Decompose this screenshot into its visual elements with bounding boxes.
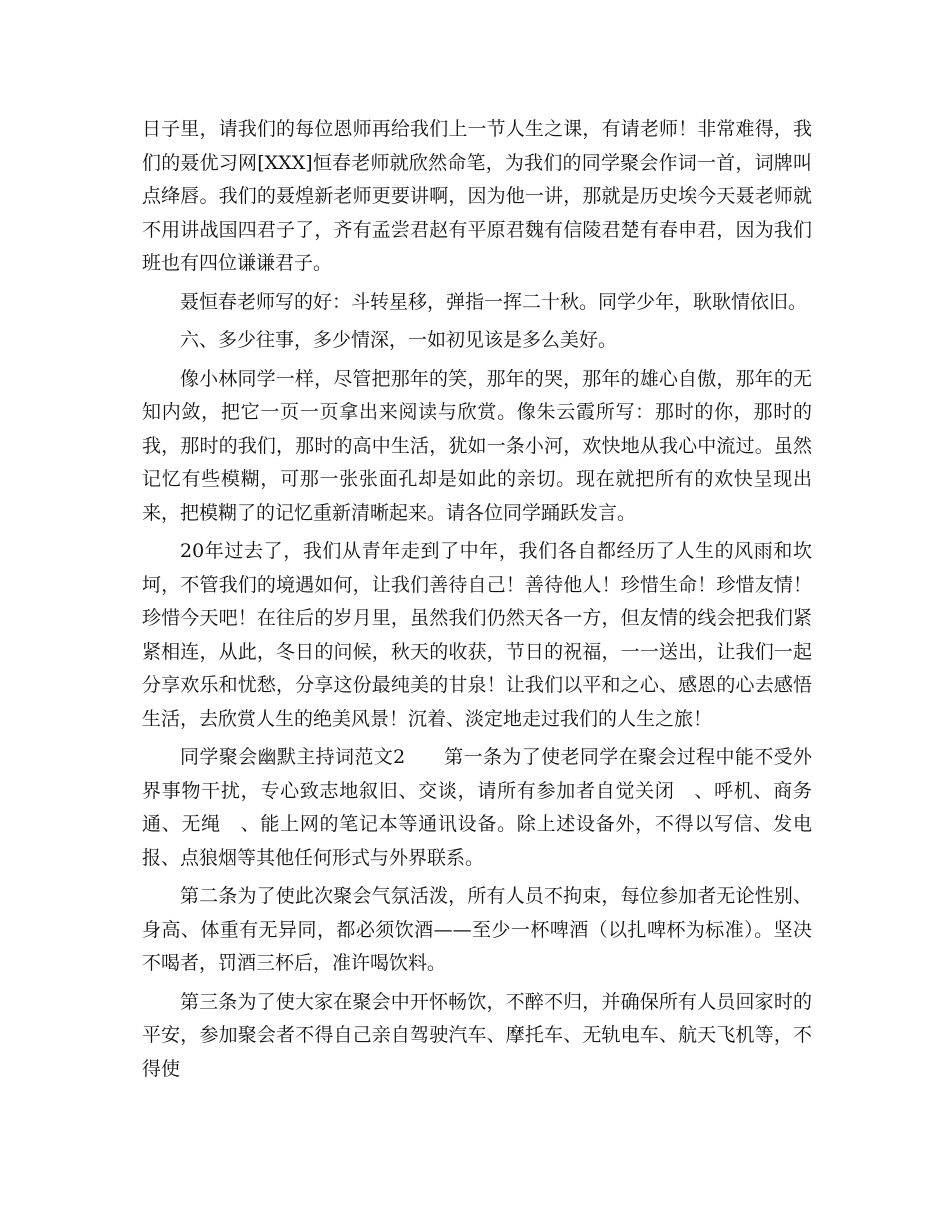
document-body <box>142 113 812 1091</box>
paragraph: 第三条为了使大家在聚会中开怀畅饮，不醉不归，并确保所有人员回家时的平安，参加聚会者不得自己亲自驾驶汽车、摩托车、无轨电车、航天飞机等，不得使 <box>142 990 812 1080</box>
paragraph: 第二条为了使此次聚会气氛活泼，所有人员不拘束，每位参加者无论性别、身高、体重有无异同，都必须饮酒——至少一杯啤酒（以扎啤杯为标准）。坚决不喝者，罚酒三杯后，准许喝饮料。 <box>142 885 812 974</box>
paragraph: 像小林同学一样，尽管把那年的笑，那年的哭，那年的雄心自傲，那年的无知内敛，把它一页一页拿出来阅读与欣赏。像朱云霞所写：那时的你，那时的我，那时的我们，那时的高中生活，犹如一条小河，欢快地从我心中流过。虽然记忆有些模糊，可那一张张面孔却是如此的亲切。现在就把所有的欢快呈现出来，把模糊了的记忆重新清晰起来。请各位同学踊跃发言。 <box>142 367 812 524</box>
section-heading: 六、多少往事，多少情深，一如初见该是多么美好。 <box>180 329 618 351</box>
paragraph: 聂恒春老师写的好：斗转星移，弹指一挥二十秋。同学少年，耿耿情依旧。 <box>180 290 808 313</box>
paragraph: 20年过去了，我们从青年走到了中年，我们各自都经历了人生的风雨和坎坷，不管我们的境遇如何，让我们善待自己！善待他人！珍惜生命！珍惜友情！珍惜今天吧！在往后的岁月里，虽然我们仍然天各一方，但友情的线会把我们紧紧相连，从此，冬日的问候，秋天的收获，节日的祝福，一一送出，让我们一起分享欢乐和忧愁，分享这份最纯美的甘泉！让我们以平和之心、感恩的心去感悟生活，去欣赏人生的绝美风景！沉着、淡定地走过我们的人生之旅！ <box>142 540 812 730</box>
paragraph-continuation: 日子里，请我们的每位恩师再给我们上一节人生之课，有请老师！非常难得，我们的聂优习网[XXX]恒春老师就欣然命笔，为我们的同学聚会作词一首，词牌叫点绛唇。我们的聂煌新老师更要讲啊，因为他一讲，那就是历史埃今天聂老师就不用讲战国四君子了，齐有孟尝君赵有平原君魏有信陵君楚有春申君，因为我们班也有四位谦谦君子。 <box>142 118 812 274</box>
paragraph: 同学聚会幽默主持词范文2 第一条为了使老同学在聚会过程中能不受外界事物干扰，专心致志地叙旧、交谈，请所有参加者自觉关闭 、呼机、商务通、无绳 、能上网的笔记本等通讯设备。除上述设备外，不得以写信、发电报、点狼烟等其他任何形式与外界联系。 <box>142 746 812 869</box>
